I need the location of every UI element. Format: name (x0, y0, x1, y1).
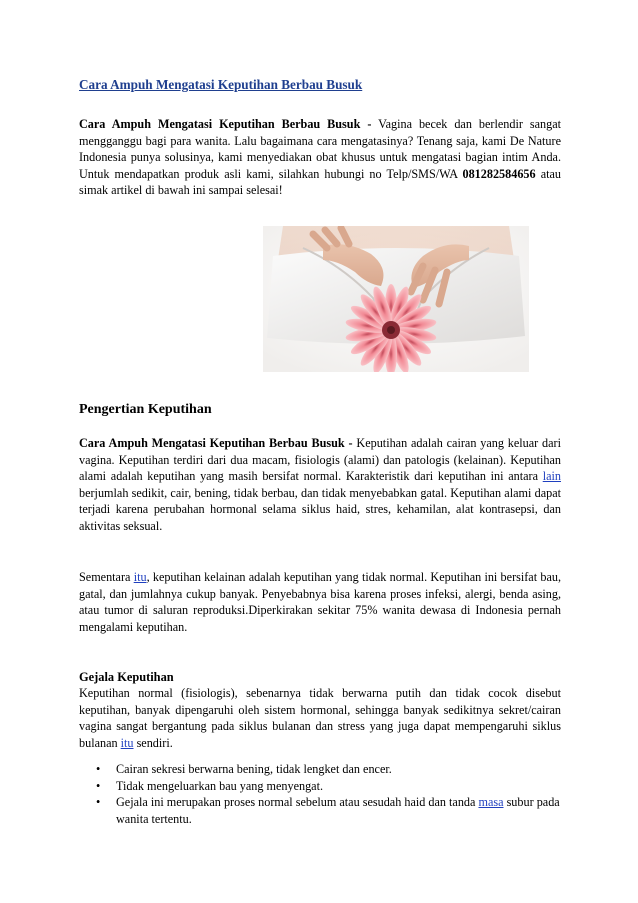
list-item-text-end: subur pada wanita tertentu. (116, 795, 560, 826)
article-image (263, 226, 529, 372)
intro-paragraph (79, 116, 561, 199)
woman-flower-illustration (263, 226, 529, 372)
link-lain[interactable]: lain (542, 469, 561, 484)
list-item-text: Tidak mengeluarkan bau yang menyengat. (116, 778, 324, 793)
symptoms-text-end: sendiri. (133, 735, 173, 750)
intro-text-end: atau simak artikel di bawah ini sampai selesai! (79, 166, 561, 198)
link-masa[interactable]: masa (478, 795, 504, 810)
bullet-icon: • (96, 795, 101, 810)
list-item (79, 778, 561, 795)
symptoms-paragraph (79, 685, 561, 751)
bullet-icon: • (96, 762, 101, 776)
link-itu[interactable]: itu (133, 570, 147, 584)
abnormal-paragraph (79, 569, 561, 635)
intro-text: Vagina becek dan berlendir sangat mengganggu bagi para wanita. Lalu bagaimana cara mengatasinya? Tenang saja, kami De Nature Indonesia punya solusinya, kami menyediakan obat khusus untuk mengatasi bagian intim Anda. Untuk mendapatkan produk asli kami, silahkan hubungi no Telp/SMS/WA (79, 117, 561, 181)
abnormal-text: Sementara (79, 570, 134, 584)
symptoms-text: Keputihan normal (fisiologis), sebenarnya tidak berwarna putih dan tidak cocok disebut keputihan, banyak dipengaruhi oleh sistem hormonal, sehingga banyak sedikitnya sekret/cairan vagina sangat bergantung pada siklus bulanan dan stress yang juga dapat mempengaruhi siklus bulanan (79, 686, 561, 750)
article-title-link[interactable]: Cara Ampuh Mengatasi Keputihan Berbau Busuk (79, 77, 363, 92)
section-heading-definition: Pengertian Keputihan (79, 402, 212, 417)
list-item (79, 761, 561, 778)
definition-bold-lead: Cara Ampuh Mengatasi Keputihan Berbau Busuk - (79, 436, 353, 450)
bullet-icon: • (96, 778, 101, 793)
intro-bold-lead: Cara Ampuh Mengatasi Keputihan Berbau Busuk - (79, 117, 372, 131)
symptoms-list (79, 761, 561, 827)
link-itu-2[interactable]: itu (120, 735, 134, 750)
list-item-text: Gejala ini merupakan proses normal sebelum atau sesudah haid dan tanda (116, 795, 479, 810)
list-item-text: Cairan sekresi berwarna bening, tidak lengket dan encer. (116, 762, 392, 776)
abnormal-text-end: , keputihan kelainan adalah keputihan yang tidak normal. Keputihan ini bersifat bau, gatal, dan jumlahnya cukup banyak. Penyebabnya bisa karena proses infeksi, alergi, benda asing, atau tumor di saluran reproduksi.Diperkirakan sekitar 75% wanita dewasa di Indonesia pernah mengalami keputihan. (79, 570, 561, 634)
definition-text-end: berjumlah sedikit, cair, bening, tidak berbau, dan tidak menyebabkan gatal. Keputihan alami dapat terjadi karena perubahan hormonal selama siklus haid, stres, kehamilan, alat kontrasepsi, dan aktivitas seksual. (79, 485, 561, 533)
phone-number: 081282584656 (462, 166, 536, 181)
section-heading-symptoms: Gejala Keputihan (79, 670, 174, 684)
definition-text: Keputihan adalah cairan yang keluar dari vagina. Keputihan terdiri dari dua macam, fisiologis (alami) dan patologis (kelainan). Keputihan alami adalah keputihan yang masih bersifat normal. Karakteristik dari keputihan ini antara (79, 436, 561, 484)
definition-paragraph (79, 435, 561, 535)
list-item (79, 794, 561, 827)
